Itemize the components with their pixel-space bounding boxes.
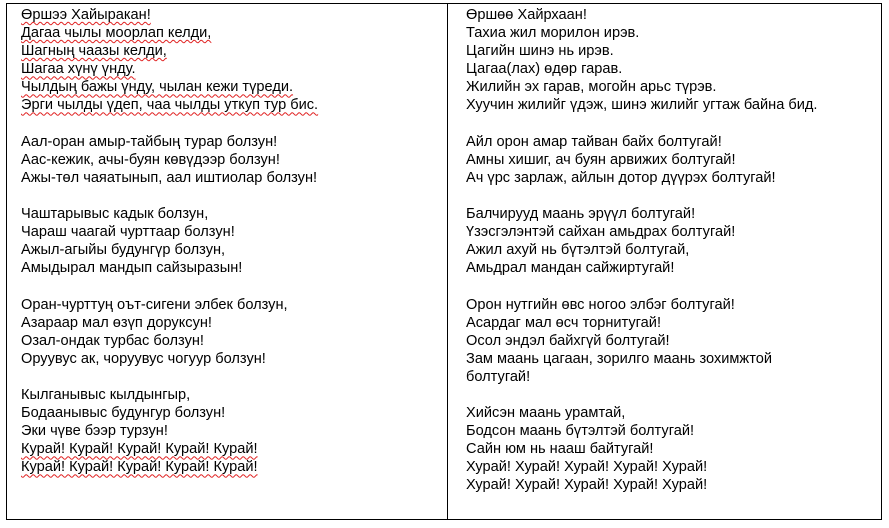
poem-line-text: Эрги чылды үдеп, чаа чылды уткуп тур бис. [21,97,319,114]
poem-line: Амны хишиг, ач буян арвижих болтугай! [466,151,736,168]
poem-line [21,6,441,24]
poem-line [21,440,441,458]
poem-line: Озал-ондак турбас болзун! [21,332,204,349]
poem-line: Айл орон амар тайван байх болтугай! [466,133,722,150]
poem-line: Чараш чаагай чурттаар болзун! [21,224,235,241]
poem-line: Хурай! Хурай! Хурай! Хурай! Хурай! [466,477,708,494]
poem-line: Балчирууд маань эрүүл болтугай! [466,206,696,223]
poem-line: Чаштарывыс кадык болзун, [21,206,209,223]
stanza-gap [21,277,441,295]
poem-line: Эки чүве бээр турзун! [21,423,168,440]
stanza-gap [21,115,441,133]
poem-line [21,96,441,114]
poem-line: Үзэсгэлэнтэй сайхан амьдрах болтугай! [466,224,736,241]
poem-line-text: Курай! Курай! Курай! Курай! Курай! [21,441,258,458]
poem-line [21,42,441,60]
poem-line: Сайн юм нь нааш байтугай! [466,441,654,458]
poem-line: Тахиа жил морилон ирэв. [466,25,640,42]
mongolian-text-column [466,6,876,495]
poem-line [21,60,441,78]
poem-line: Ажил ахуй нь бүтэлтэй болтугай, [466,242,690,259]
stanza-gap [21,368,441,386]
poem-line: Жилийн эх гарав, могойн арьс түрэв. [466,79,717,96]
poem-line [21,458,441,476]
poem-line: Цагаа(лах) өдөр гарав. [466,61,623,78]
poem-line: Азараар мал өзүп доруксун! [21,314,212,331]
poem-line: Оруувус ак, чоруувус чогуур болзун! [21,350,266,367]
stanza-gap [466,277,876,295]
stanza-gap [466,187,876,205]
poem-line: Ач үрс зарлаж, айлын дотор дүүрэх болтугай! [466,169,776,186]
poem-line: Хийсэн маань урамтай, [466,405,626,422]
column-divider [447,3,448,520]
poem-line: Аас-кежик, ачы-буян көвүдээр болзун! [21,151,280,168]
poem-line: Амыдырал мандып сайзыразын! [21,260,243,277]
poem-line: Ажыл-агыйы будунгүр болзун, [21,242,226,259]
poem-line-text: Шагның чаазы келди, [21,43,167,60]
poem-line-text: Шагаа хүнү үнду. [21,61,136,78]
poem-line: Ажы-төл чаяатынып, аал иштиолар болзун! [21,169,318,186]
poem-line: Бодаанывыс будунгур болзун! [21,405,226,422]
stanza-gap [466,115,876,133]
poem-line: Осол эндэл байхгүй болтугай! [466,332,670,349]
poem-line: Өршөө Хайрхаан! [466,7,587,23]
stanza-gap [466,386,876,404]
poem-line-text: Дагаа чылы моорлап келди, [21,25,212,42]
poem-line: Кылганывыс кылдынгыр, [21,386,191,403]
poem-line: Хурай! Хурай! Хурай! Хурай! Хурай! [466,459,708,476]
poem-line: Бодсон маань бүтэлтэй болтугай! [466,423,695,440]
poem-line: Зам маань цагаан, зорилго маань зохимжтой болтугай! [466,350,772,385]
poem-line: Хуучин жилийг үдэж, шинэ жилийг угтаж байна бид. [466,97,818,114]
poem-line: Асардаг мал өсч торнитугай! [466,314,661,331]
poem-line [21,78,441,96]
poem-line: Амьдрал мандан сайжиртугай! [466,260,675,277]
stanza-gap [21,187,441,205]
poem-line-text: Өршээ Хайыракан! [21,7,151,23]
poem-line-text: Чылдың бажы үнду, чылан кежи түреди. [21,79,294,96]
poem-line: Оран-чурттуң оът-сигени элбек болзун, [21,296,288,313]
poem-line: Цагийн шинэ нь ирэв. [466,43,614,60]
poem-line-text: Курай! Курай! Курай! Курай! Курай! [21,459,258,476]
poem-line: Орон нутгийн өвс ногоо элбэг болтугай! [466,296,735,313]
tuvan-text-column [21,6,441,476]
poem-line [21,24,441,42]
poem-line: Аал-оран амыр-тайбың турар болзун! [21,133,278,150]
